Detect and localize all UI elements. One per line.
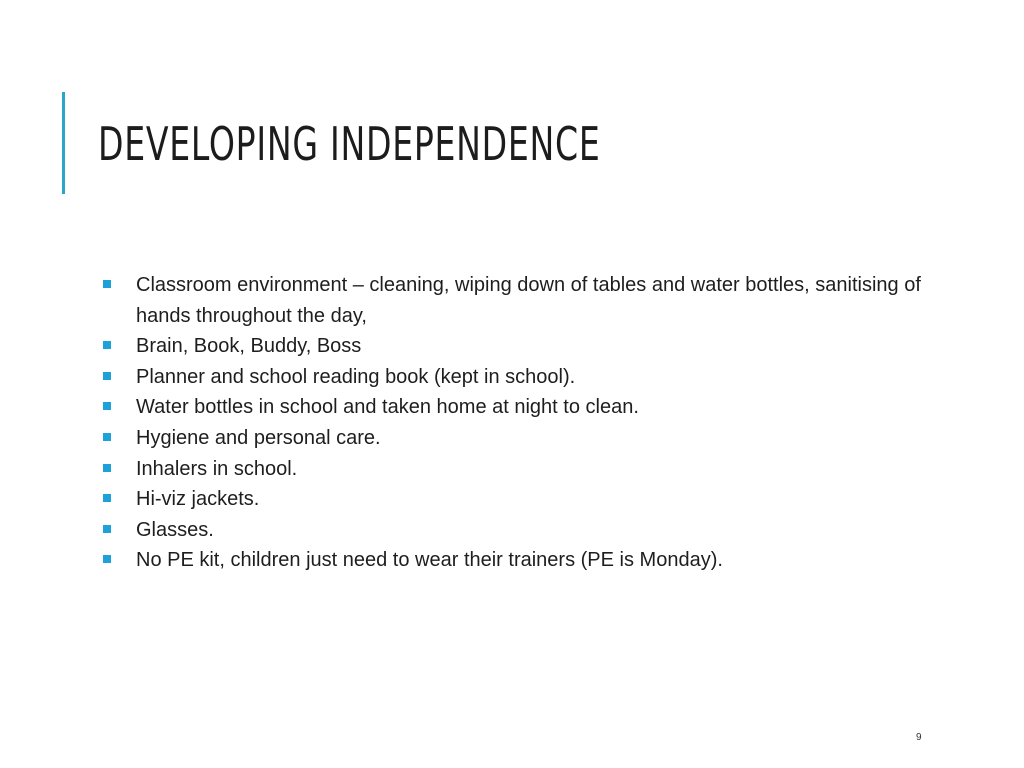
bullet-item	[100, 362, 930, 393]
bullet-text: Water bottles in school and taken home at night to clean.	[136, 396, 639, 419]
square-bullet-icon	[103, 555, 111, 563]
bullet-item	[100, 423, 930, 454]
square-bullet-icon	[103, 341, 111, 349]
bullet-item	[100, 484, 930, 515]
square-bullet-icon	[103, 402, 111, 410]
bullet-text: Planner and school reading book (kept in school).	[136, 365, 576, 388]
bullet-list	[100, 270, 930, 576]
bullet-text: Hygiene and personal care.	[136, 426, 381, 449]
square-bullet-icon	[103, 464, 111, 472]
title-accent-bar	[62, 92, 65, 194]
square-bullet-icon	[103, 433, 111, 441]
page-number: 9	[916, 732, 922, 743]
square-bullet-icon	[103, 525, 111, 533]
bullet-item	[100, 515, 930, 546]
bullet-text: Brain, Book, Buddy, Boss	[136, 335, 362, 358]
bullet-text: Hi-viz jackets.	[136, 488, 260, 511]
bullet-text: No PE kit, children just need to wear their trainers (PE is Monday).	[136, 549, 723, 572]
square-bullet-icon	[103, 494, 111, 502]
bullet-item	[100, 392, 930, 423]
bullet-text: Inhalers in school.	[136, 457, 298, 480]
bullet-item	[100, 270, 930, 331]
bullet-item	[100, 454, 930, 485]
bullet-text: Classroom environment – cleaning, wiping down of tables and water bottles, sanitising of hands throughout the day,	[136, 274, 921, 327]
slide-title: DEVELOPING INDEPENDENCE	[98, 117, 601, 171]
bullet-text: Glasses.	[136, 518, 214, 541]
square-bullet-icon	[103, 280, 111, 288]
square-bullet-icon	[103, 372, 111, 380]
bullet-item	[100, 331, 930, 362]
bullet-item	[100, 545, 930, 576]
